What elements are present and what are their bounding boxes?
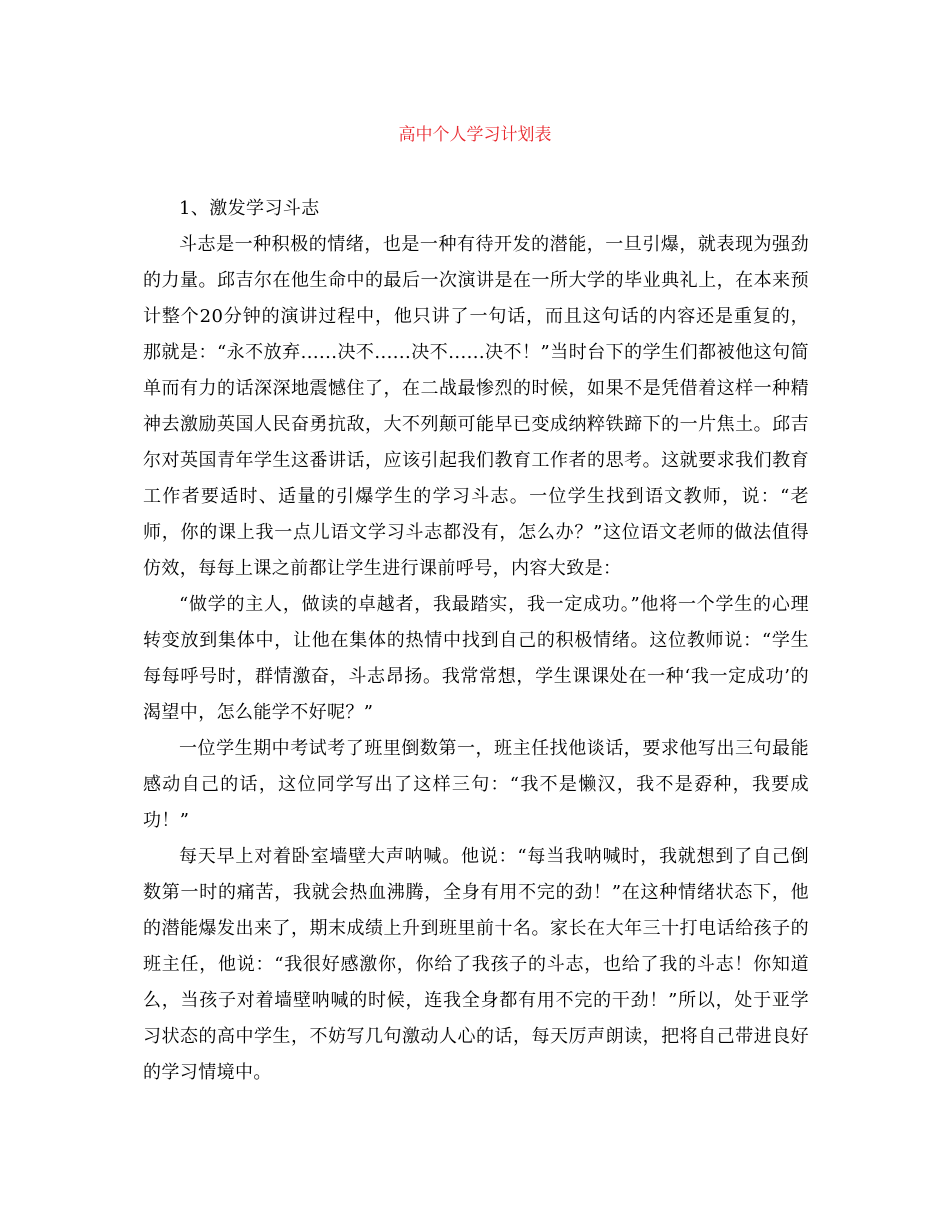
document-title: 高中个人学习计划表 — [398, 125, 552, 145]
paragraph-2: “做学的主人，做读的卓越者，我最踏实，我一定成功。”他将一个学生的心理转变放到集体中，让他在集体的热情中找到自己的积极情绪。这位教师说：“学生每每呼号时，群情激奋，斗志昂扬。我常常想，学生课课处在一种‘我一定成功’的渴望中，怎么能学不好呢？” — [143, 594, 809, 723]
paragraph-4: 每天早上对着卧室墙壁大声呐喊。他说：“每当我呐喊时，我就想到了自己倒数第一时的痛苦，我就会热血沸腾，全身有用不完的劲！”在这种情绪状态下，他的潜能爆发出来了，期末成绩上升到班里前十名。家长在大年三十打电话给孩子的班主任，他说：“我很好感激你，你给了我孩子的斗志，也给了我的斗志！你知道么，当孩子对着墙壁呐喊的时候，连我全身都有用不完的干劲！”所以，处于亚学习状态的高中学生，不妨写几句激动人心的话，每天厉声朗读，把将自己带进良好的学习情境中。 — [143, 846, 809, 1083]
paragraph-1: 斗志是一种积极的情绪，也是一种有待开发的潜能，一旦引爆，就表现为强劲的力量。邱吉尔在他生命中的最后一次演讲是在一所大学的毕业典礼上，在本来预计整个20分钟的演讲过程中，他只讲了一句话，而且这句话的内容还是重复的，那就是：“永不放弃......决不......决不......决不！”当时台下的学生们都被他这句简单而有力的话深深地震憾住了，在二战最惨烈的时候，如果不是凭借着这样一种精神去激励英国人民奋勇抗敌，大不列颠可能早已变成纳粹铁蹄下的一片焦土。邱吉尔对英国青年学生这番讲话，应该引起我们教育工作者的思考。这就要求我们教育工作者要适时、适量的引爆学生的学习斗志。一位学生找到语文教师，说：“老师，你的课上我一点儿语文学习斗志都没有，怎么办？”这位语文老师的做法值得仿效，每每上课之前都让学生进行课前呼号，内容大致是： — [143, 234, 809, 579]
section-heading: 1、激发学习斗志 — [179, 198, 320, 219]
paragraph-3: 一位学生期中考试考了班里倒数第一，班主任找他谈话，要求他写出三句最能感动自己的话，这位同学写出了这样三句：“我不是懒汉，我不是孬种，我要成功！” — [143, 738, 809, 831]
document-body — [143, 191, 809, 1091]
